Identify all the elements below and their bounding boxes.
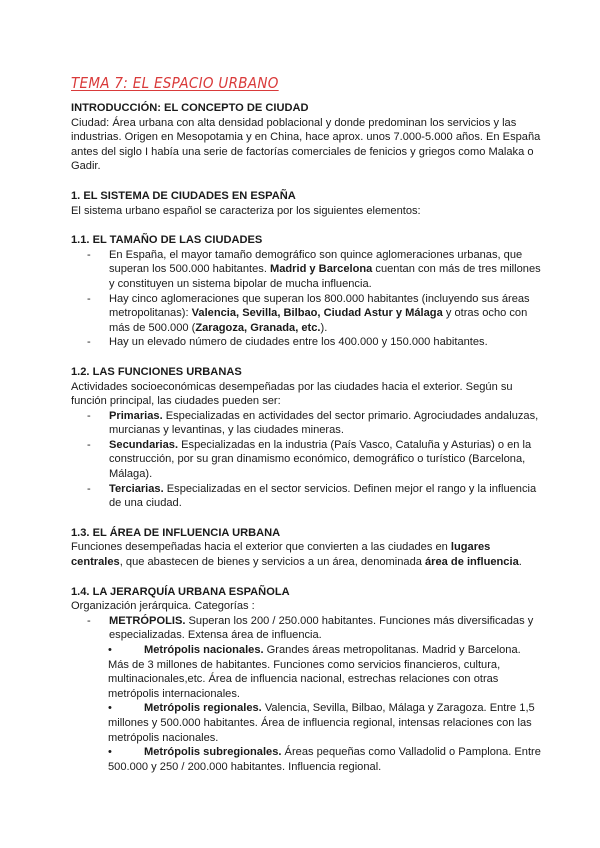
list-item: - En España, el mayor tamaño demográfico son quince aglomeraciones urbanas, que superan los 500.000 habitantes. Madrid y Barcelona cuentan con más de tres millones y constituyen un sistema bipolar de mucha influencia. [87,248,541,292]
bullet-icon: • [108,702,112,715]
list-item: - Terciarias. Especializadas en el sector servicios. Definen mejor el rango y la influencia de una ciudad. [87,482,541,511]
list-item: - Hay cinco aglomeraciones que superan los 800.000 habitantes (incluyendo sus áreas metropolitanas): Valencia, Sevilla, Bilbao, Ciudad Astur y Málaga y otras ocho con más de 500.000 (Zaragoza, Granada, etc.). [87,292,541,336]
hierarchy-list [71,614,541,643]
bullet-icon: • [108,746,112,759]
list-item: - Hay un elevado número de ciudades entre los 400.000 y 150.000 habitantes. [87,335,541,350]
section-1-3-text: Funciones desempeñadas hacia el exterior que convierten a las ciudades en lugares centrales, que abastecen de bienes y servicios a un área, denominada área de influencia. [71,541,522,569]
metropolis-subcategories [71,643,541,774]
sub-list-item: • Metrópolis subregionales. Áreas pequeñas como Valladolid o Pamplona. Entre 500.000 y 250 / 200.000 habitantes. Influencia regional. [108,746,541,773]
section-1-1-heading: 1.1. EL TAMAÑO DE LAS CIUDADES [71,234,263,247]
functions-list [71,409,541,511]
page-title: TEMA 7: EL ESPACIO URBANO [71,74,279,92]
intro-text: Ciudad: Área urbana con alta densidad poblacional y donde predominan los servicios y las industrias. Origen en Mesopotamia y en China, hace aprox. unos 7.000-5.000 años. En España antes del siglo I había una serie de factorías comerciales de fenicios y griegos como Malaka o Gadir. [71,116,541,173]
section-1-text: El sistema urbano español se caracteriza por los siguientes elementos: [71,204,421,217]
size-list [71,248,541,350]
list-item: - Primarias. Especializadas en actividades del sector primario. Agrociudades andaluzas, murcianas y levantinas, y las ciudades mineras. [87,409,541,438]
list-item: - Secundarias. Especializadas en la industria (País Vasco, Cataluña y Asturias) o en la construcción, por su gran dinamismo económico, demográfico o turístico (Barcelona, Málaga). [87,438,541,482]
section-1-4-text: Organización jerárquica. Categorías : [71,600,255,613]
section-1-heading: 1. EL SISTEMA DE CIUDADES EN ESPAÑA [71,189,296,202]
list-item: - METRÓPOLIS. Superan los 200 / 250.000 habitantes. Funciones más diversificadas y especializadas. Extensa área de influencia. [87,614,541,643]
section-1-2-heading: 1.2. LAS FUNCIONES URBANAS [71,365,242,378]
bullet-icon: • [108,644,112,656]
sub-list-item: • Metrópolis regionales. Valencia, Sevilla, Bilbao, Málaga y Zaragoza. Entre 1,5 millones y 500.000 habitantes. Área de influencia regional, intensas relaciones con las metrópolis nacionales. [108,702,535,744]
section-1-4-heading: 1.4. LA JERARQUÍA URBANA ESPAÑOLA [71,585,290,598]
section-1-2-text: Actividades socioeconómicas desempeñadas por las ciudades hacia el exterior. Según su función principal, las ciudades pueden ser: [71,380,513,408]
document-page [71,76,541,774]
sub-list-item: • Metrópolis nacionales. Grandes áreas metropolitanas. Madrid y Barcelona. Más de 3 millones de habitantes. Funciones como servicios financieros, cultura, multinacionales,etc. Área de influencia nacional, estrechas relaciones con otras metrópolis internacionales. [108,644,521,700]
intro-heading: INTRODUCCIÓN: EL CONCEPTO DE CIUDAD [71,102,309,114]
section-1-3-heading: 1.3. EL ÁREA DE INFLUENCIA URBANA [71,526,281,539]
